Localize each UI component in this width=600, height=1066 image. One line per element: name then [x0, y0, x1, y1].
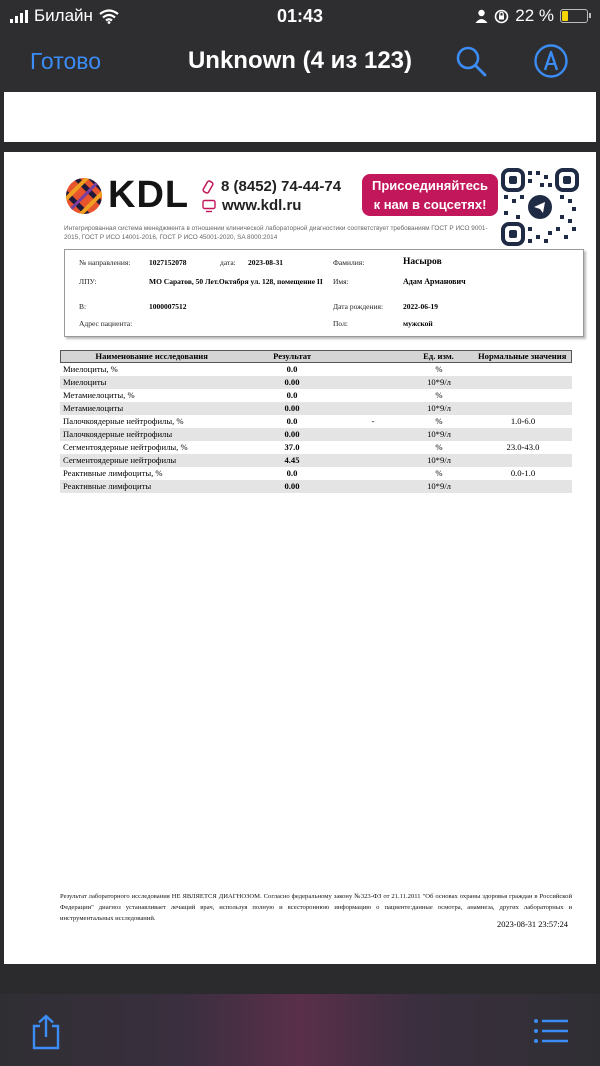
name-value: Адам Арманович	[403, 277, 466, 286]
social-badge-line1: Присоединяйтесь	[372, 178, 488, 193]
test-norm	[474, 454, 572, 467]
nav-bar	[0, 34, 600, 92]
test-flag	[342, 402, 404, 415]
header-norm: Нормальные значения	[477, 351, 567, 361]
dob-value: 2022-06-19	[403, 302, 438, 311]
list-icon[interactable]	[533, 1018, 569, 1044]
test-name: Метамиелоциты	[63, 403, 124, 413]
test-flag	[342, 363, 404, 376]
table-row	[60, 441, 572, 454]
test-result: 0.00	[284, 429, 300, 439]
monitor-icon	[202, 199, 216, 213]
test-flag	[342, 467, 404, 480]
test-name: Миелоциты	[63, 377, 107, 387]
test-result: 37.0	[284, 442, 300, 452]
table-row	[60, 389, 572, 402]
table-row	[60, 467, 572, 480]
test-unit: 10*9/л	[427, 429, 451, 439]
clock: 01:43	[276, 6, 324, 26]
test-flag	[342, 454, 404, 467]
website-link: www.kdl.ru	[222, 197, 302, 214]
table-row	[60, 480, 572, 493]
b-value: 1000007512	[149, 302, 187, 311]
test-norm: 0.0-1.0	[510, 468, 536, 478]
done-button[interactable]: Готово	[30, 48, 102, 74]
bottom-toolbar	[0, 994, 600, 1066]
test-name: Сегментоядерные нейтрофилы, %	[63, 442, 188, 452]
test-name: Сегментоядерные нейтрофилы	[63, 455, 177, 465]
kdl-logo-icon	[64, 176, 104, 216]
test-flag	[342, 376, 404, 389]
test-norm: 23.0-43.0	[506, 442, 540, 452]
test-name: Реактивные лимфоциты	[63, 481, 152, 491]
table-row	[60, 376, 572, 389]
name-label: Имя:	[333, 277, 349, 286]
header-test-name: Наименование исследования	[95, 351, 208, 361]
search-icon[interactable]	[455, 45, 487, 77]
test-norm	[474, 363, 572, 376]
document-title: Unknown (4 из 123)	[187, 47, 413, 74]
lpu-label: ЛПУ:	[79, 277, 97, 286]
referral-value: 1027152078	[149, 258, 187, 267]
status-bar	[0, 0, 600, 34]
qr-code-icon	[501, 168, 579, 246]
test-norm	[474, 389, 572, 402]
test-unit: %	[435, 468, 443, 478]
test-norm	[474, 402, 572, 415]
dob-label: Дата рождения:	[333, 302, 384, 311]
phone-number: 8 (8452) 74-44-74	[221, 178, 342, 195]
battery-label: 22 %	[515, 6, 554, 25]
header-flag	[342, 351, 404, 362]
test-name: Миелоциты, %	[63, 364, 118, 374]
test-norm	[474, 376, 572, 389]
sex-label: Пол:	[333, 319, 348, 328]
table-row	[60, 454, 572, 467]
test-norm	[474, 480, 572, 493]
previous-page-fragment	[4, 92, 596, 142]
test-flag: -	[371, 416, 375, 426]
results-header-row	[60, 350, 572, 363]
person-icon	[475, 9, 488, 23]
lpu-value: МО Саратов, 50 Лет.Октября ул. 128, помещение II	[149, 277, 323, 286]
date-value: 2023-08-31	[248, 258, 283, 267]
test-result: 4.45	[284, 455, 300, 465]
address-label: Адрес пациента:	[79, 319, 133, 328]
test-flag	[342, 428, 404, 441]
report-datetime: 2023-08-31 23:57:24	[497, 920, 568, 929]
test-unit: %	[435, 416, 443, 426]
test-name: Реактивные лимфоциты, %	[63, 468, 163, 478]
table-row	[60, 428, 572, 441]
certification-text: Интегрированная система менеджмента в отношении клинической лабораторной диагностики соответствует требованиям ГОСТ Р ИСО 9001-2015, ГОСТ Р ИСО 14001-2016, ГОСТ Р ИСО 45001-2020, SA 8000:2014	[64, 225, 488, 241]
test-result: 0.0	[286, 390, 298, 400]
share-icon[interactable]	[30, 1014, 62, 1050]
tube-icon	[202, 180, 215, 194]
table-row	[60, 402, 572, 415]
test-result: 0.00	[284, 403, 300, 413]
test-name: Палочкоядерные нейтрофилы	[63, 429, 173, 439]
test-norm	[474, 428, 572, 441]
test-result: 0.0	[286, 416, 298, 426]
kdl-logo-text: KDL	[108, 174, 190, 216]
social-badge	[362, 174, 498, 216]
test-flag	[342, 389, 404, 402]
test-unit: 10*9/л	[427, 403, 451, 413]
patient-info-box	[64, 249, 584, 337]
disclaimer-text: Результат лабораторного исследования НЕ ЯВЛЯЕТСЯ ДИАГНОЗОМ. Согласно федеральному закону №323-ФЗ от 21.11.2011 "Об основах охраны здоровья граждан в Российской Федерации" диагноз устанавливает лечащий врач, используя полную и всестороннюю информацию о пациенте:данные осмотра, анамнеза, других лабораторных и инструментальных исследований.	[60, 893, 572, 922]
table-row	[60, 415, 572, 428]
test-flag	[342, 480, 404, 493]
test-result: 0.00	[284, 377, 300, 387]
document-page	[4, 152, 596, 964]
sex-value: мужской	[403, 319, 433, 328]
rotation-lock-icon	[494, 9, 509, 24]
test-unit: 10*9/л	[427, 455, 451, 465]
test-unit: 10*9/л	[427, 481, 451, 491]
test-unit: %	[435, 390, 443, 400]
test-result: 0.0	[286, 468, 298, 478]
results-table	[60, 350, 572, 493]
b-label: В:	[79, 302, 87, 311]
status-right-group	[475, 6, 588, 26]
header-unit: Ед. изм.	[423, 351, 454, 361]
phone-contact	[202, 178, 341, 195]
table-row	[60, 363, 572, 376]
date-label: дата:	[220, 258, 236, 267]
social-badge-line2: к нам в соцсетях!	[373, 197, 487, 212]
test-unit: %	[435, 442, 443, 452]
test-name: Палочкоядерные нейтрофилы, %	[63, 416, 184, 426]
test-flag	[342, 441, 404, 454]
surname-label: Фамилия:	[333, 258, 365, 267]
surname-value: Насыров	[403, 257, 442, 267]
test-result: 0.00	[284, 481, 300, 491]
markup-icon[interactable]	[533, 43, 569, 79]
battery-icon	[560, 9, 588, 23]
test-unit: 10*9/л	[427, 377, 451, 387]
carrier-label: Билайн	[34, 6, 93, 25]
test-norm: 1.0-6.0	[510, 416, 536, 426]
header-result: Результат	[273, 351, 312, 361]
referral-label: № направления:	[79, 258, 131, 267]
test-result: 0.0	[286, 364, 298, 374]
test-name: Метамиелоциты, %	[63, 390, 135, 400]
website-contact	[202, 197, 301, 214]
test-unit: %	[435, 364, 443, 374]
